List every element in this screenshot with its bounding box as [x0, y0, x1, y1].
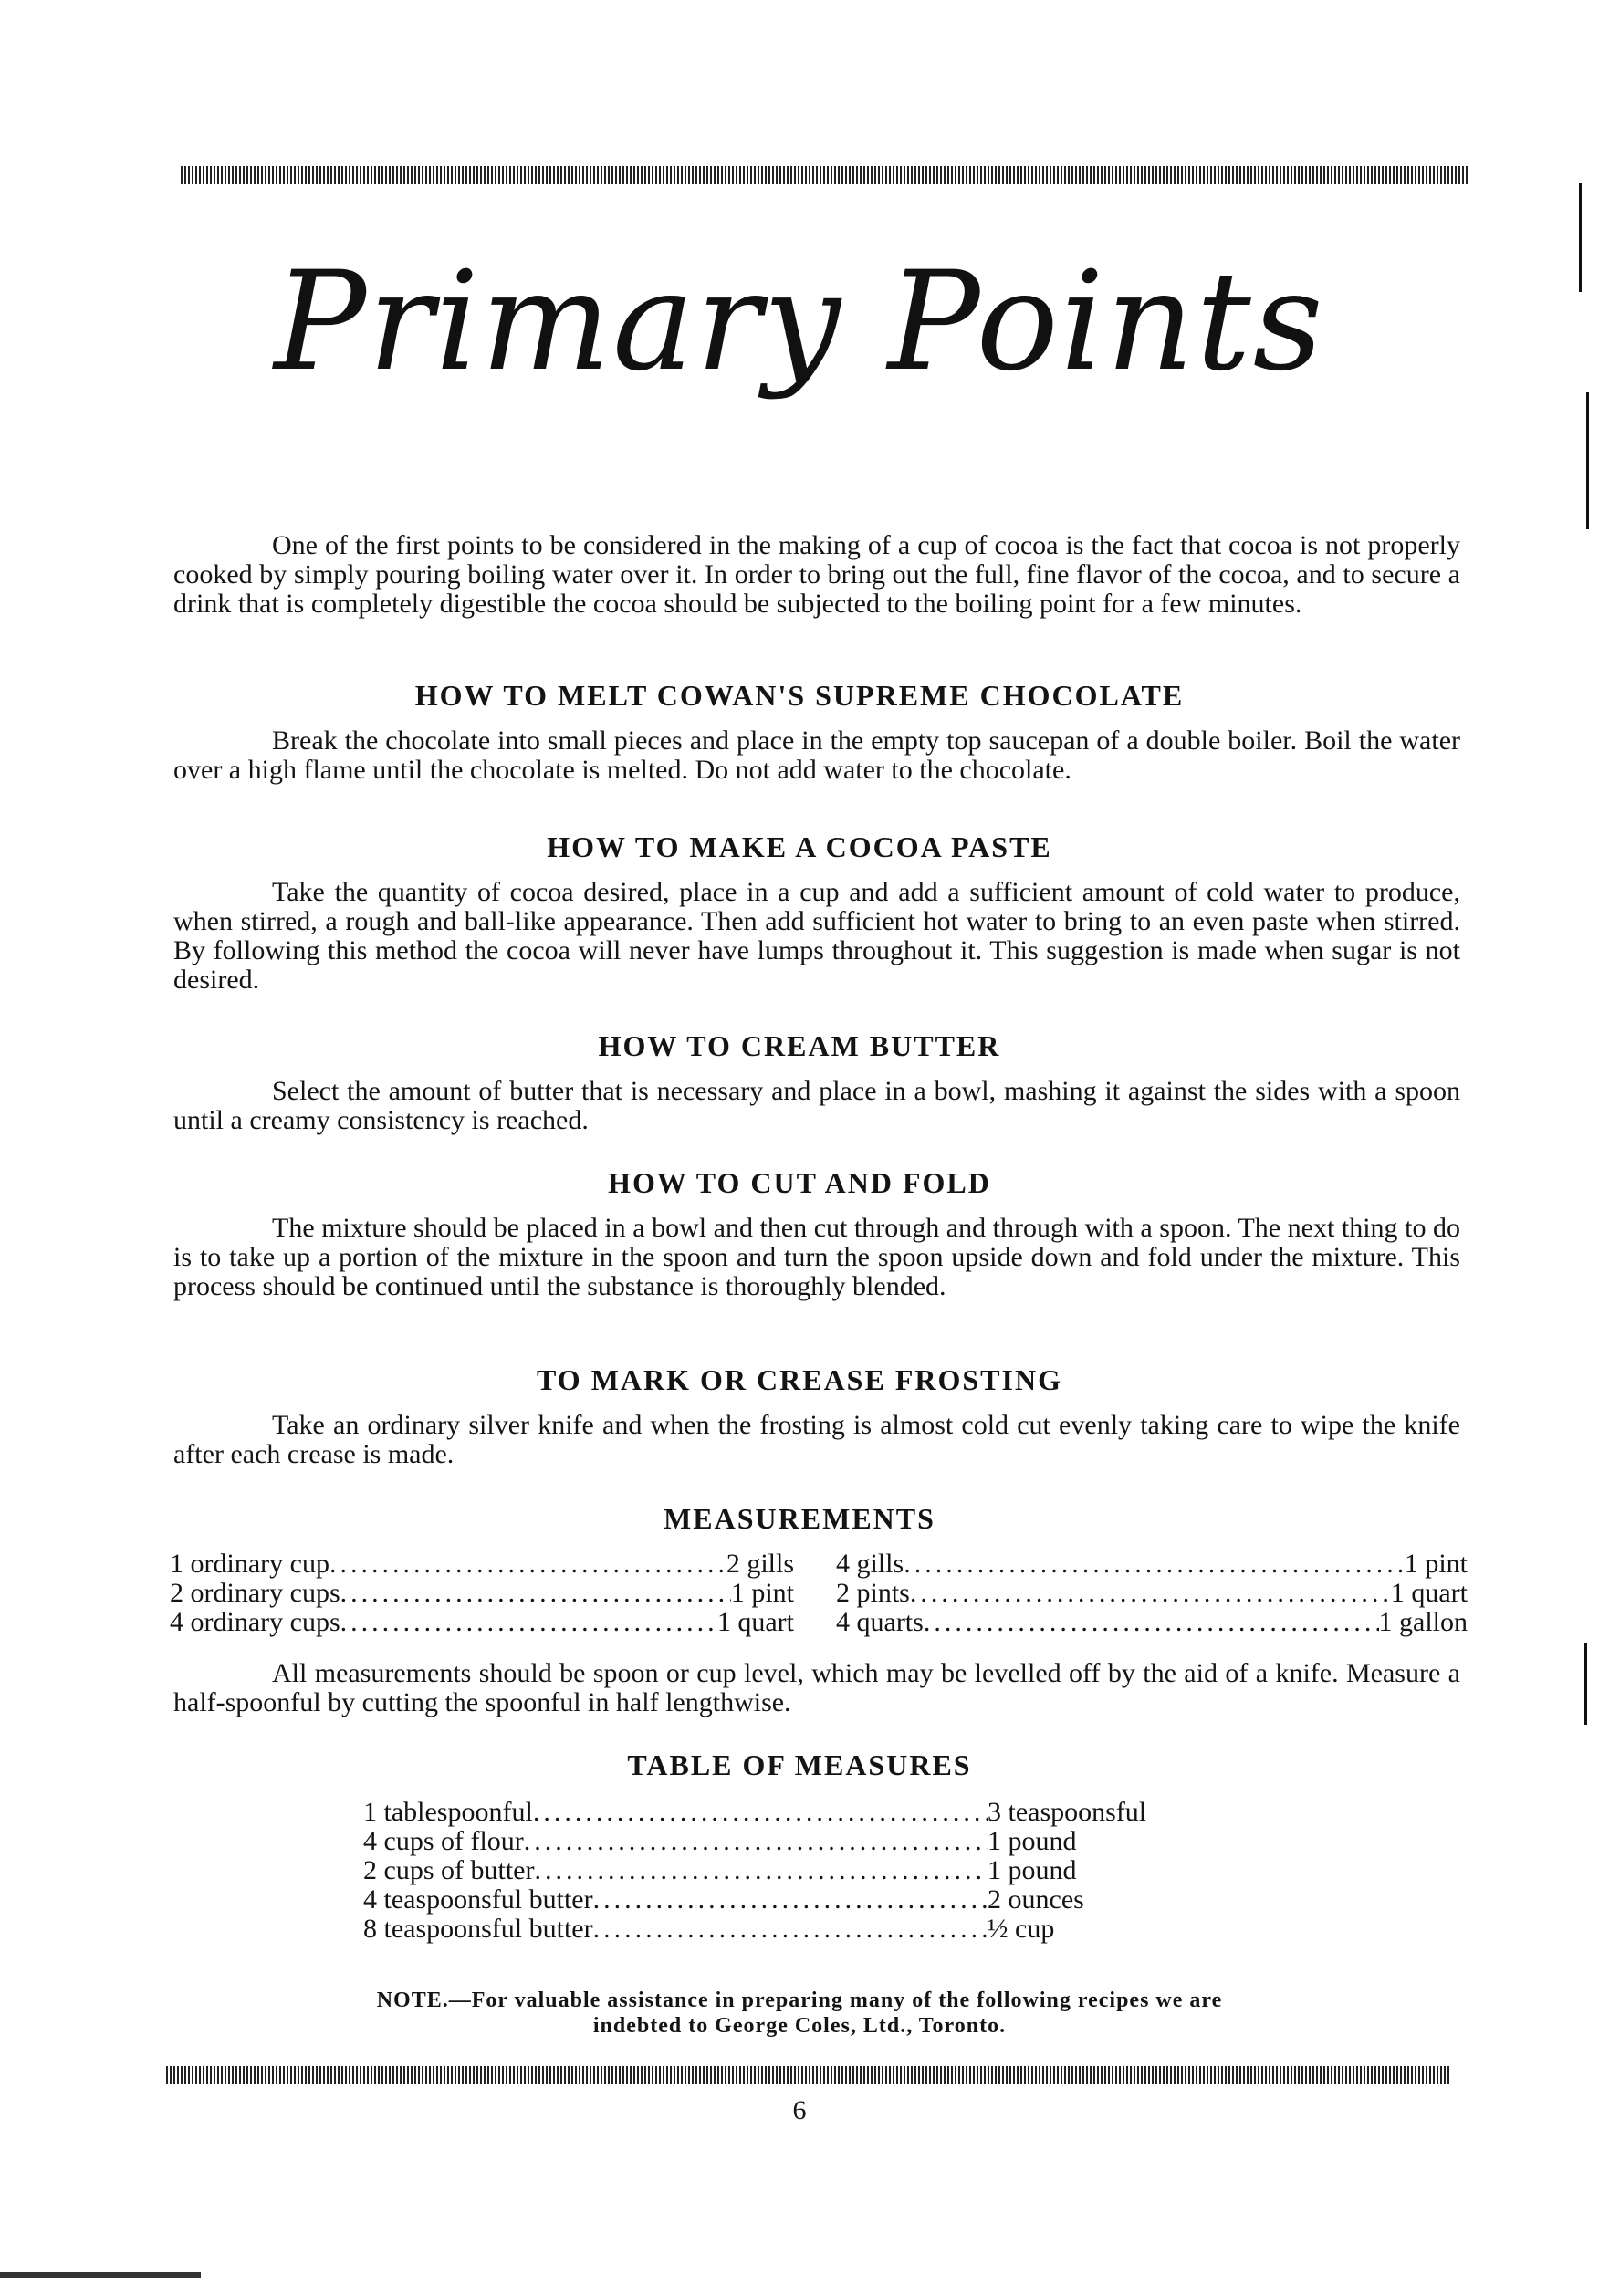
section-text: Take an ordinary silver knife and when the frosting is almost cold cut evenly taking care to wipe the knife after each crease is made.	[173, 1410, 1460, 1469]
section-body-melt-chocolate	[173, 726, 1460, 785]
section-text: The mixture should be placed in a bowl and then cut through and through with a spoon. The next thing to do is to take up a portion of the mixture in the spoon and turn the spoon upside down and fold under the mixture. This process should be continued until the substance is thoroughly blended.	[173, 1213, 1460, 1301]
section-heading-cream-butter: HOW TO CREAM BUTTER	[598, 1029, 1001, 1062]
measurements-right-column	[836, 1550, 1468, 1637]
table-of-measures-column	[363, 1798, 1203, 1944]
section-heading-cocoa-paste: HOW TO MAKE A COCOA PASTE	[547, 830, 1052, 863]
measurement-row: 4 gills ..... 1 pint	[836, 1550, 1468, 1579]
section-heading-melt-chocolate: HOW TO MELT COWAN'S SUPREME CHOCOLATE	[414, 679, 1185, 712]
table-row: 4 cups of flour ..... 1 pound	[363, 1827, 1203, 1856]
measurement-row: 1 ordinary cup ..... 2 gills	[170, 1550, 794, 1579]
section-text: Select the amount of butter that is necessary and place in a bowl, mashing it against the sides with a spoon until a creamy consistency is reached.	[173, 1076, 1460, 1135]
measurement-row: 2 pints ..... 1 quart	[836, 1579, 1468, 1608]
page-title: Primary Points	[274, 243, 1325, 402]
table-row: 1 tablespoonful ..... 3 teaspoonsful	[363, 1798, 1203, 1827]
measurement-row: 4 quarts ..... 1 gallon	[836, 1608, 1468, 1637]
measurement-row: 2 ordinary cups ..... 1 pint	[170, 1579, 794, 1608]
section-body-mark-frosting	[173, 1411, 1460, 1469]
table-of-measures	[363, 1798, 1203, 1953]
footnote-line-1: NOTE.—For valuable assistance in preparing many of the following recipes we are	[376, 1988, 1223, 2012]
table-row: 2 cups of butter ..... 1 pound	[363, 1856, 1203, 1885]
section-heading-mark-frosting: TO MARK OR CREASE FROSTING	[537, 1363, 1062, 1396]
section-body-cream-butter	[173, 1077, 1460, 1135]
intro-text: One of the first points to be considered in the making of a cup of cocoa is the fact that cocoa is not properly cooked by simply pouring boiling water over it. In order to bring out the full, fine flavor of the cocoa, and to secure a drink that is completely digestible the cocoa should be subjected to the boiling point for a few minutes.	[173, 530, 1460, 619]
measurements-left-column	[170, 1550, 794, 1637]
top-decorative-rule	[181, 166, 1469, 184]
scan-edge-mark	[1586, 392, 1589, 529]
table-of-measures-heading: TABLE OF MEASURES	[627, 1748, 972, 1781]
section-body-cocoa-paste	[173, 878, 1460, 995]
scan-edge-mark	[1584, 1643, 1587, 1725]
measurements-table	[170, 1550, 1466, 1641]
table-row: 8 teaspoonsful butter ..... ½ cup	[363, 1915, 1203, 1944]
section-heading-cut-fold: HOW TO CUT AND FOLD	[608, 1166, 991, 1199]
footnote-line-2: indebted to George Coles, Ltd., Toronto.	[592, 2014, 1007, 2038]
section-body-cut-fold	[173, 1214, 1460, 1301]
bottom-decorative-rule	[166, 2066, 1451, 2084]
scan-edge-mark	[0, 2272, 201, 2278]
page-number: 6	[792, 2095, 807, 2125]
intro-paragraph	[173, 531, 1460, 619]
section-text: Take the quantity of cocoa desired, place in a cup and add a sufficient amount of cold water to produce, when stirred, a rough and ball-like appearance. Then add sufficient hot water to bring to an even paste when stirred. By following this method the cocoa will never have lumps throughout it. This suggestion is made when sugar is not desired.	[173, 877, 1460, 995]
table-row: 4 teaspoonsful butter ..... 2 ounces	[363, 1885, 1203, 1915]
measurements-note-text: All measurements should be spoon or cup level, which may be levelled off by the aid of a knife. Measure a half-spoonful by cutting the spoonful in half lengthwise.	[173, 1658, 1460, 1717]
scan-edge-mark	[1579, 183, 1582, 292]
measurements-note	[173, 1659, 1460, 1717]
measurement-row: 4 ordinary cups ..... 1 quart	[170, 1608, 794, 1637]
section-text: Break the chocolate into small pieces and place in the empty top saucepan of a double boiler. Boil the water over a high flame until the chocolate is melted. Do not add water to the chocolate.	[173, 725, 1460, 785]
measurements-heading: MEASUREMENTS	[664, 1502, 935, 1535]
